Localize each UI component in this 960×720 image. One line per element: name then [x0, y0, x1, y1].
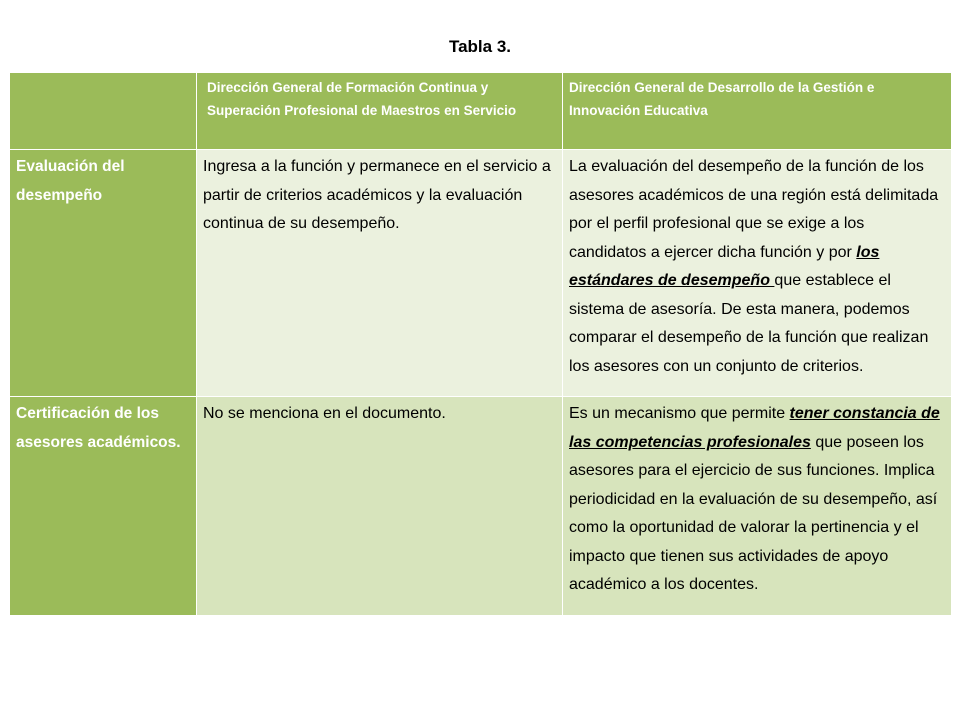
header-cell-formacion-continua: Dirección General de Formación Continua y Superación Profesional de Maestros en Servicio	[197, 73, 563, 150]
emphasis-text: tener constancia de las competencias profesionales	[569, 405, 940, 451]
header-cell-desarrollo-gestion: Dirección General de Desarrollo de la Gestión e Innovación Educativa	[563, 73, 952, 150]
emphasis-text: los estándares de desempeño	[569, 243, 880, 289]
cell-evaluacion-formacion: Ingresa a la función y permanece en el servicio a partir de criterios académicos y la evaluación continua de su desempeño.	[197, 150, 563, 397]
table-header-row	[10, 73, 952, 150]
cell-certificacion-formacion: No se menciona en el documento.	[197, 397, 563, 616]
cell-text: que establece el sistema de asesoría. De esta manera, podemos comparar el desempeño de la función que realizan los asesores con un conjunto de criterios.	[569, 272, 929, 375]
row-label-certificacion: Certificación de los asesores académicos.	[10, 397, 197, 616]
cell-evaluacion-desarrollo	[563, 150, 952, 397]
row-label-evaluacion: Evaluación del desempeño	[10, 150, 197, 397]
table-row	[10, 150, 952, 397]
cell-text: La evaluación del desempeño de la función de los asesores académicos de una región está delimitada por el perfil profesional que se exige a los candidatos a ejercer dicha función y por	[569, 158, 939, 261]
header-cell-empty	[10, 73, 197, 150]
table-row	[10, 397, 952, 616]
cell-text: Es un mecanismo que permite	[569, 405, 790, 422]
cell-text: que poseen los asesores para el ejercicio de sus funciones. Implica periodicidad en la evaluación de su desempeño, así como la oportunidad de valorar la pertinencia y el impacto que tienen sus actividades de apoyo académico a los docentes.	[569, 433, 938, 593]
cell-certificacion-desarrollo	[563, 397, 952, 616]
comparison-table	[9, 72, 952, 616]
table-caption: Tabla 3.	[448, 37, 512, 56]
